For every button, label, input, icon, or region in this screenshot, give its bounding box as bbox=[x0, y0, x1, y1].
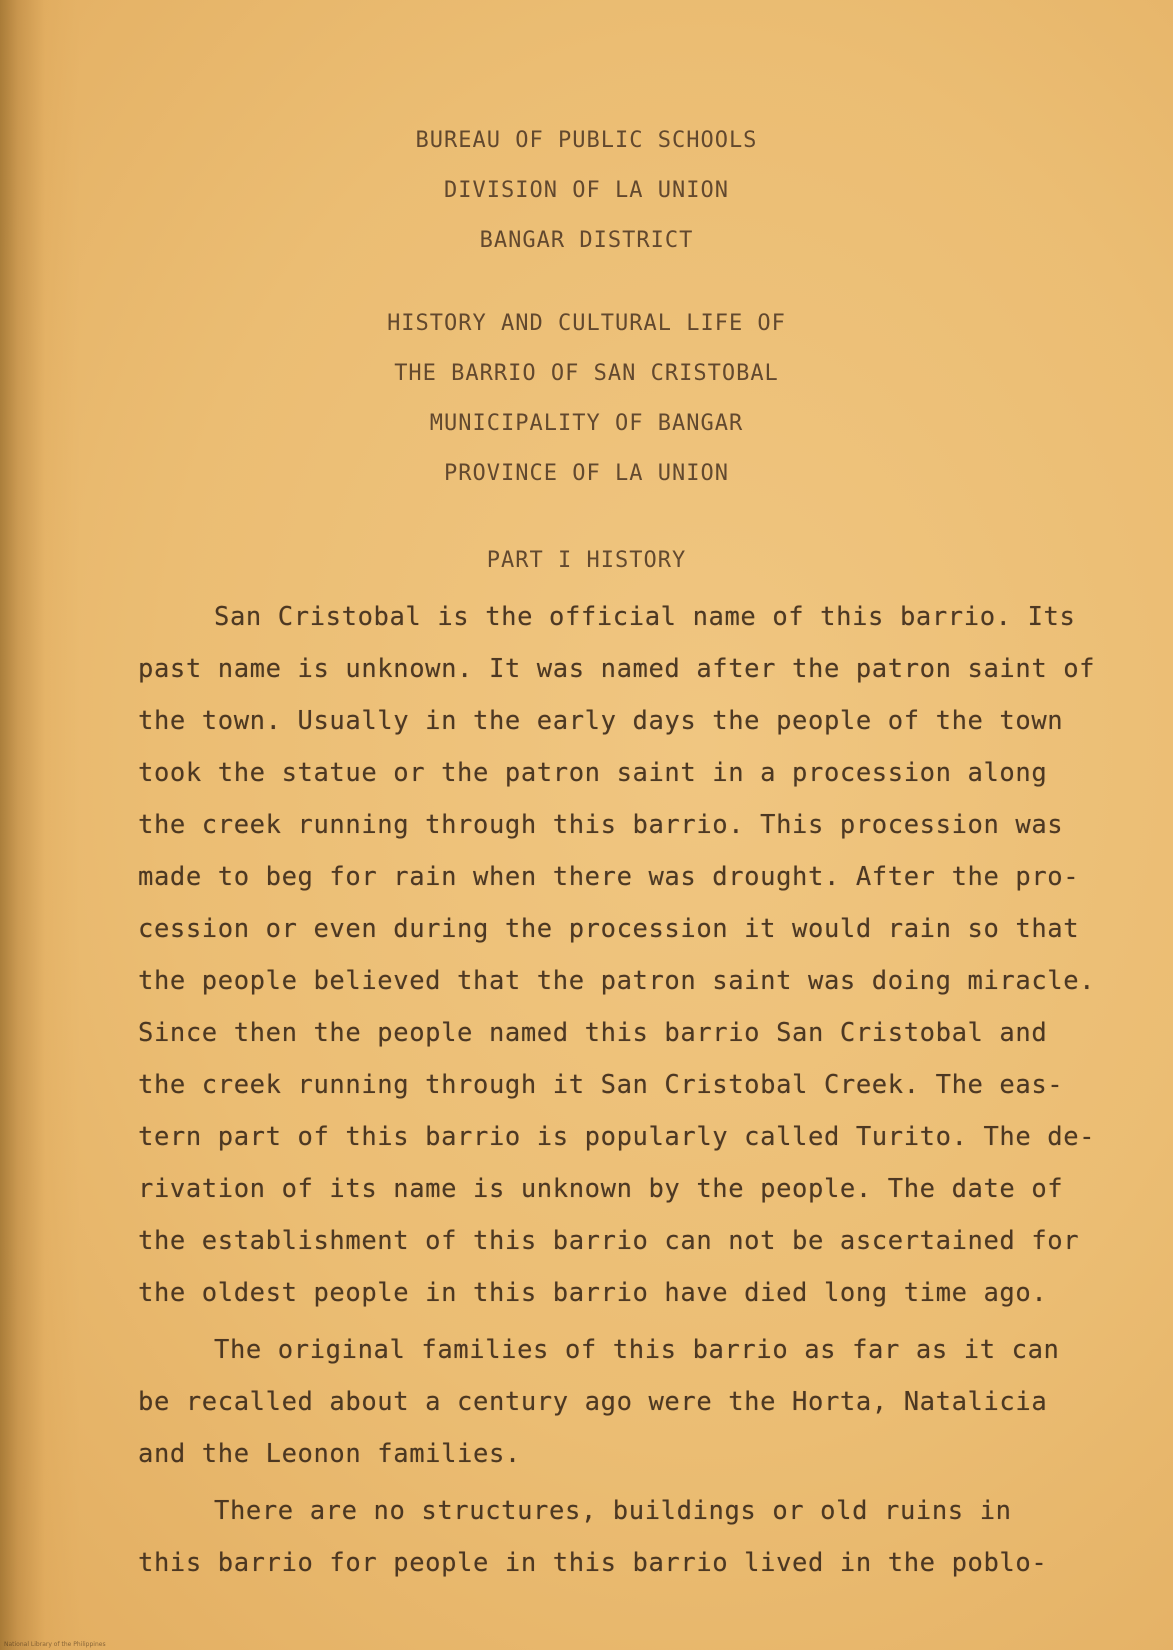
body-line: made to beg for rain when there was drought. After the pro- bbox=[138, 862, 1080, 892]
body-line: took the statue or the patron saint in a procession along bbox=[138, 758, 1048, 788]
body-line: the town. Usually in the early days the people of the town bbox=[138, 706, 1064, 736]
header-division: DIVISION OF LA UNION bbox=[444, 178, 729, 203]
header-district: BANGAR DISTRICT bbox=[479, 228, 694, 253]
body-line: The original families of this barrio as far as it can bbox=[214, 1335, 1060, 1365]
archive-footer: National Library of the Philippines bbox=[4, 1641, 106, 1648]
body-line: this barrio for people in this barrio lived in the poblo- bbox=[138, 1548, 1048, 1578]
body-line: and the Leonon families. bbox=[138, 1439, 521, 1469]
body-line: be recalled about a century ago were the Horta, Natalicia bbox=[138, 1387, 1048, 1417]
body-line: the creek running through it San Cristobal Creek. The eas- bbox=[138, 1070, 1064, 1100]
header-province: PROVINCE OF LA UNION bbox=[444, 461, 729, 486]
header-history-title: HISTORY AND CULTURAL LIFE OF bbox=[387, 311, 786, 336]
header-bureau: BUREAU OF PUBLIC SCHOOLS bbox=[415, 128, 758, 153]
body-line: There are no structures, buildings or old ruins in bbox=[214, 1496, 1012, 1526]
body-line: the people believed that the patron saint was doing miracle. bbox=[138, 966, 1096, 996]
header-barrio: THE BARRIO OF SAN CRISTOBAL bbox=[394, 361, 779, 386]
header-municipality: MUNICIPALITY OF BANGAR bbox=[429, 411, 744, 436]
body-line: past name is unknown. It was named after the patron saint of bbox=[138, 654, 1096, 684]
body-line: San Cristobal is the official name of this barrio. Its bbox=[214, 602, 1076, 632]
body-line: Since then the people named this barrio San Cristobal and bbox=[138, 1018, 1048, 1048]
body-line: the establishment of this barrio can not be ascertained for bbox=[138, 1226, 1080, 1256]
body-line: the creek running through this barrio. This procession was bbox=[138, 810, 1064, 840]
body-line: the oldest people in this barrio have died long time ago. bbox=[138, 1278, 1048, 1308]
body-line: tern part of this barrio is popularly called Turito. The de- bbox=[138, 1122, 1096, 1152]
body-line: rivation of its name is unknown by the people. The date of bbox=[138, 1174, 1064, 1204]
section-title: PART I HISTORY bbox=[486, 548, 687, 573]
body-line: cession or even during the procession it would rain so that bbox=[138, 914, 1080, 944]
